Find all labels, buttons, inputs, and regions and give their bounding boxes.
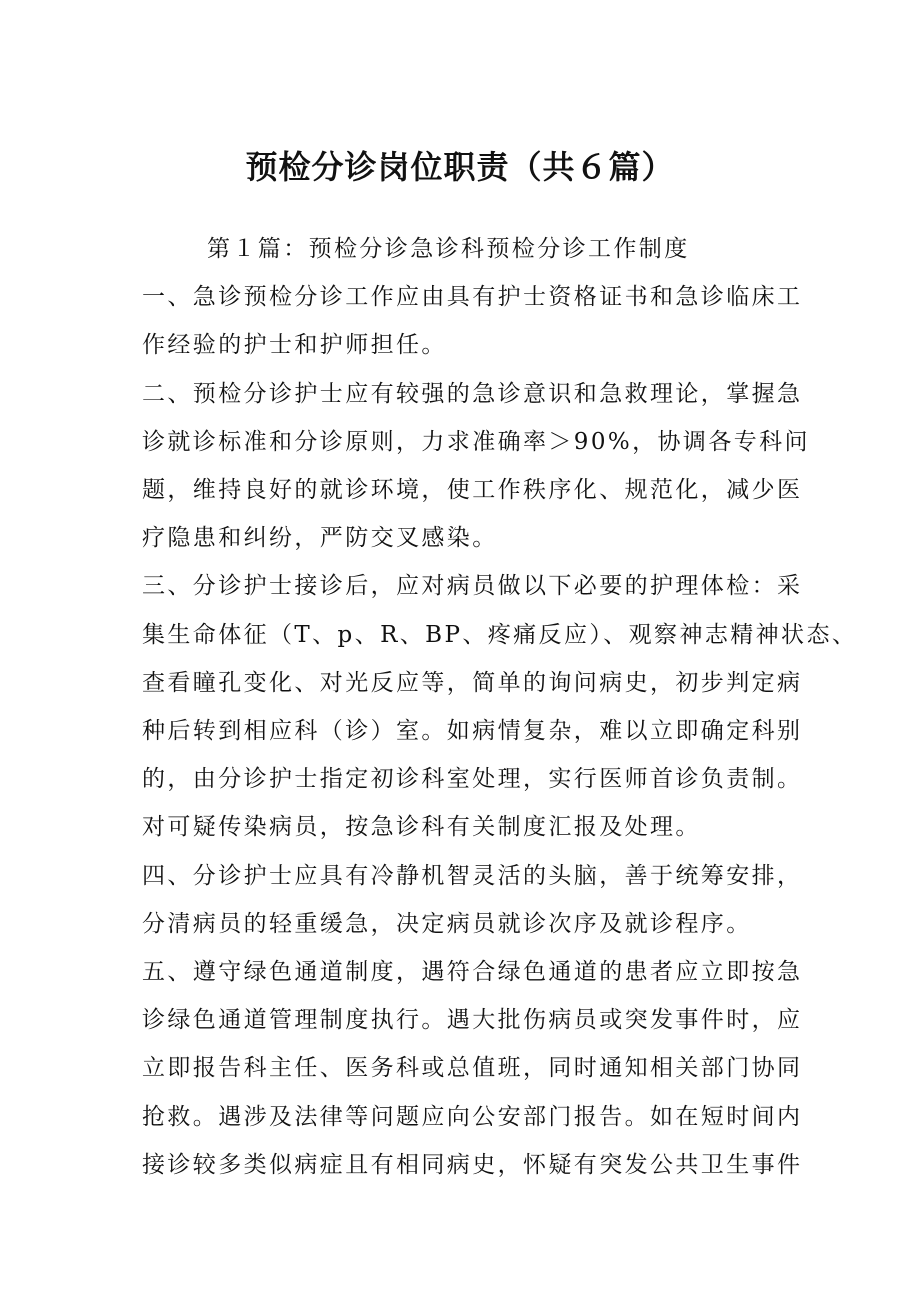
- paragraph-line: 立即报告科主任、医务科或总值班，同时通知相关部门协同: [142, 1055, 803, 1082]
- paragraph-line: 种后转到相应科（诊）室。如病情复杂，难以立即确定科别: [142, 718, 803, 745]
- paragraph-line: 的，由分诊护士指定初诊科室处理，实行医师首诊负责制。: [142, 766, 803, 793]
- paragraph-line: 题，维持良好的就诊环境，使工作秩序化、规范化，减少医: [142, 477, 803, 504]
- paragraph-line: 诊就诊标准和分诊原则，力求准确率＞90%，协调各专科问: [142, 428, 810, 455]
- document-title: 预检分诊岗位职责（共６篇）: [245, 148, 675, 186]
- paragraph-line: 三、分诊护士接诊后，应对病员做以下必要的护理体检：采: [142, 573, 803, 600]
- paragraph-line: 接诊较多类似病症且有相同病史，怀疑有突发公共卫生事件: [142, 1151, 803, 1178]
- paragraph-line: 查看瞳孔变化、对光反应等，简单的询问病史，初步判定病: [142, 669, 803, 696]
- paragraph-line: 一、急诊预检分诊工作应由具有护士资格证书和急诊临床工: [142, 284, 803, 311]
- paragraph-line: 二、预检分诊护士应有较强的急诊意识和急救理论，掌握急: [142, 380, 803, 407]
- paragraph-line: 分清病员的轻重缓急，决定病员就诊次序及就诊程序。: [142, 910, 752, 937]
- paragraph-line: 诊绿色通道管理制度执行。遇大批伤病员或突发事件时，应: [142, 1007, 803, 1034]
- section-heading: 第１篇：预检分诊急诊科预检分诊工作制度: [207, 236, 690, 262]
- paragraph-line: 集生命体征（T、p、R、BP、疼痛反应）、观察神志精神状态、: [142, 621, 858, 648]
- paragraph-line: 四、分诊护士应具有冷静机智灵活的头脑，善于统筹安排，: [142, 862, 803, 889]
- paragraph-line: 作经验的护士和护师担任。: [142, 332, 447, 359]
- paragraph-line: 疗隐患和纠纷，严防交叉感染。: [142, 525, 498, 552]
- paragraph-line: 抢救。遇涉及法律等问题应向公安部门报告。如在短时间内: [142, 1103, 803, 1130]
- document-body: [142, 225, 858, 1189]
- paragraph-line: 五、遵守绿色通道制度，遇符合绿色通道的患者应立即按急: [142, 959, 803, 986]
- paragraph-line: 对可疑传染病员，按急诊科有关制度汇报及处理。: [142, 814, 701, 841]
